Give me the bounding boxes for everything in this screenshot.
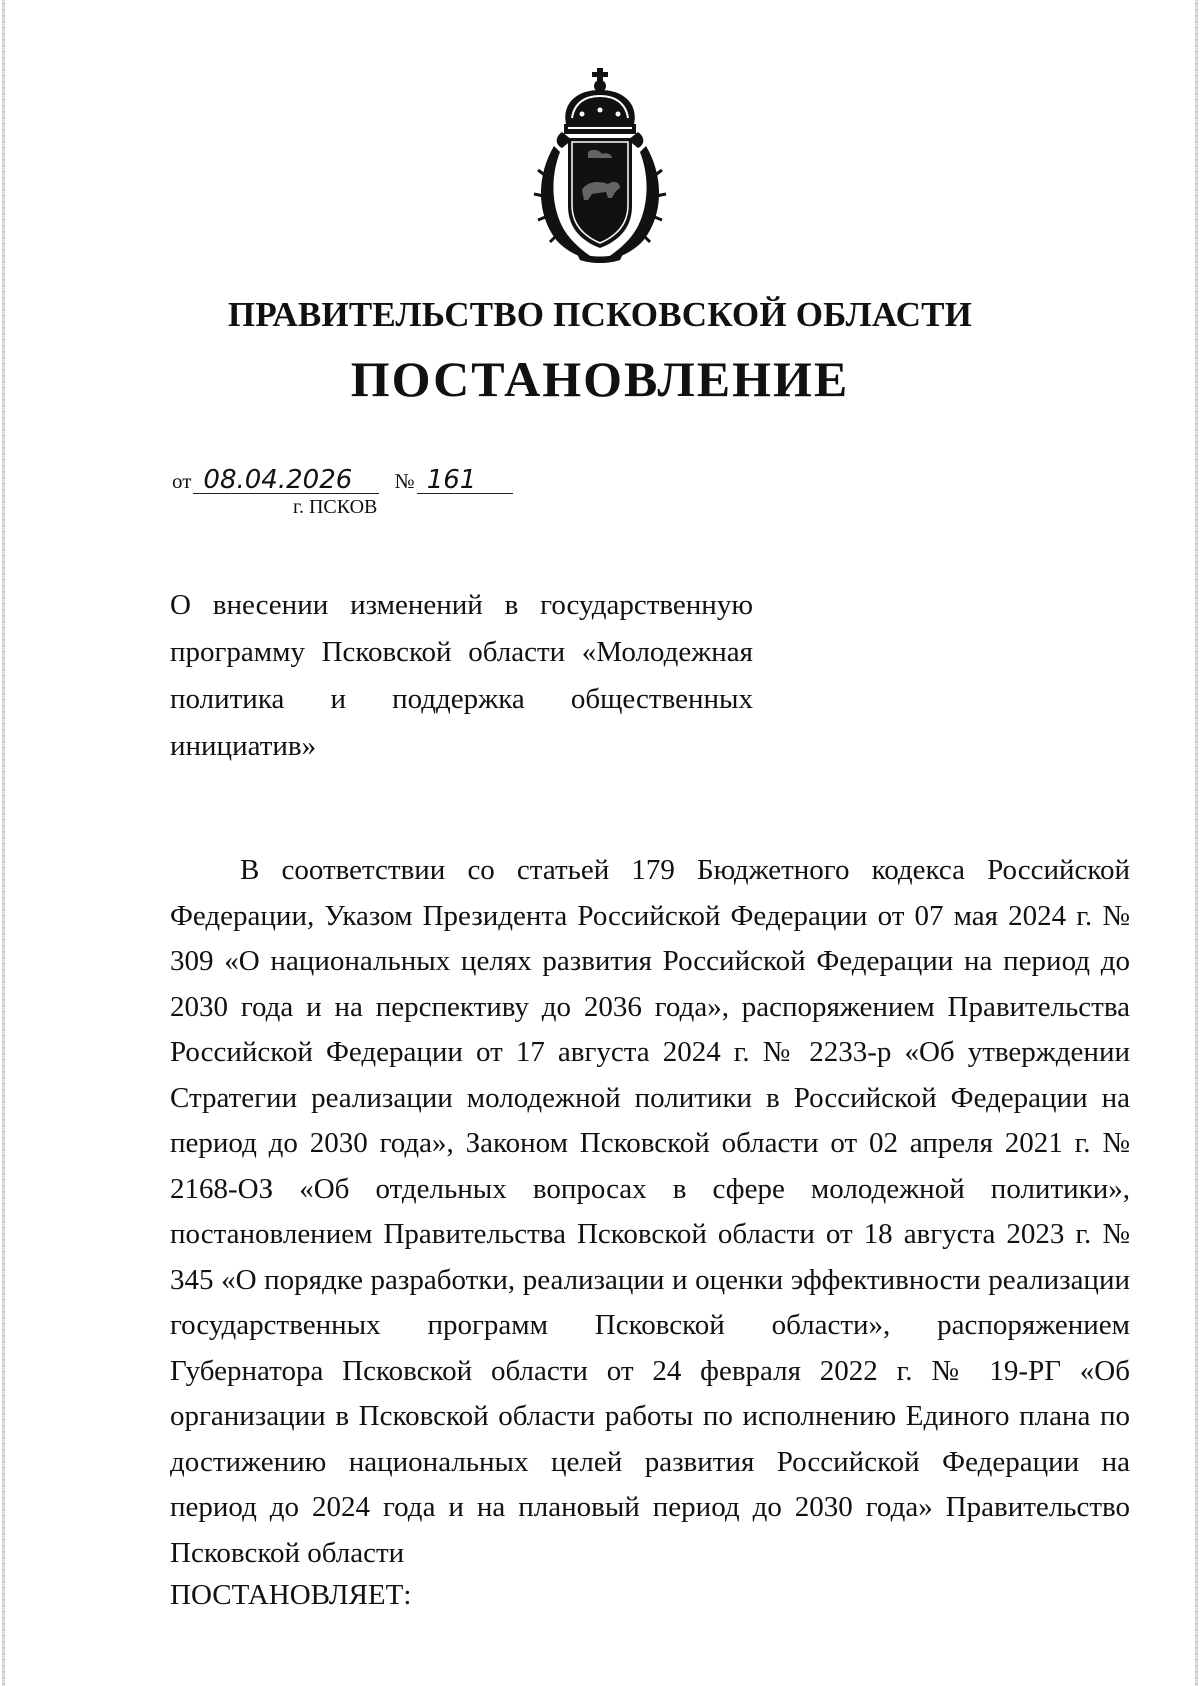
- preamble-paragraph: В соответствии со статьей 179 Бюджетного кодекса Российской Федерации, Указом Президента Российской Федерации от 07 мая 2024 г. № 309 «О национальных целях развития Российской Федерации на период до 2030 года и на перспективу до 2036 года», распоряжением Правительства Российской Федерации от 17 августа 2024 г. № 2233-р «Об утверждении Стратегии реализации молодежной политики в Российской Федерации на период до 2030 года», Законом Псковской области от 02 апреля 2021 г. № 2168-ОЗ «Об отдельных вопросах в сфере молодежной политики», постановлением Правительства Псковской области от 18 августа 2023 г. № 345 «О порядке разработки, реализации и оценки эффективности реализации государственных программ Псковской области», распоряжением Губернатора Псковской области от 24 февраля 2022 г. № 19-РГ «Об организации в Псковской области работы по исполнению Единого плана по достижению национальных целей развития Российской Федерации на период до 2024 года и на плановый период до 2030 года» Правительство Псковской области: [170, 854, 1130, 1569]
- date-label: от: [172, 469, 192, 493]
- city: г. ПСКОВ: [293, 496, 378, 518]
- scan-edge-right: [1195, 0, 1198, 1686]
- scan-edge-left: [2, 0, 5, 1686]
- document-subject: О внесении изменений в государственную программу Псковской области «Молодежная политика и поддержка общественных инициатив»: [170, 589, 753, 762]
- pskov-oblast-coat-of-arms-icon: [528, 66, 672, 266]
- document-date: 08.04.2026: [193, 467, 379, 494]
- organization-title: ПРАВИТЕЛЬСТВО ПСКОВСКОЙ ОБЛАСТИ: [227, 295, 973, 334]
- number-label: №: [394, 469, 415, 493]
- decree-word: ПОСТАНОВЛЯЕТ:: [170, 1579, 412, 1611]
- registration-line: [172, 467, 513, 494]
- document-type-title: ПОСТАНОВЛЕНИЕ: [350, 351, 850, 407]
- document-number: 161: [417, 467, 513, 494]
